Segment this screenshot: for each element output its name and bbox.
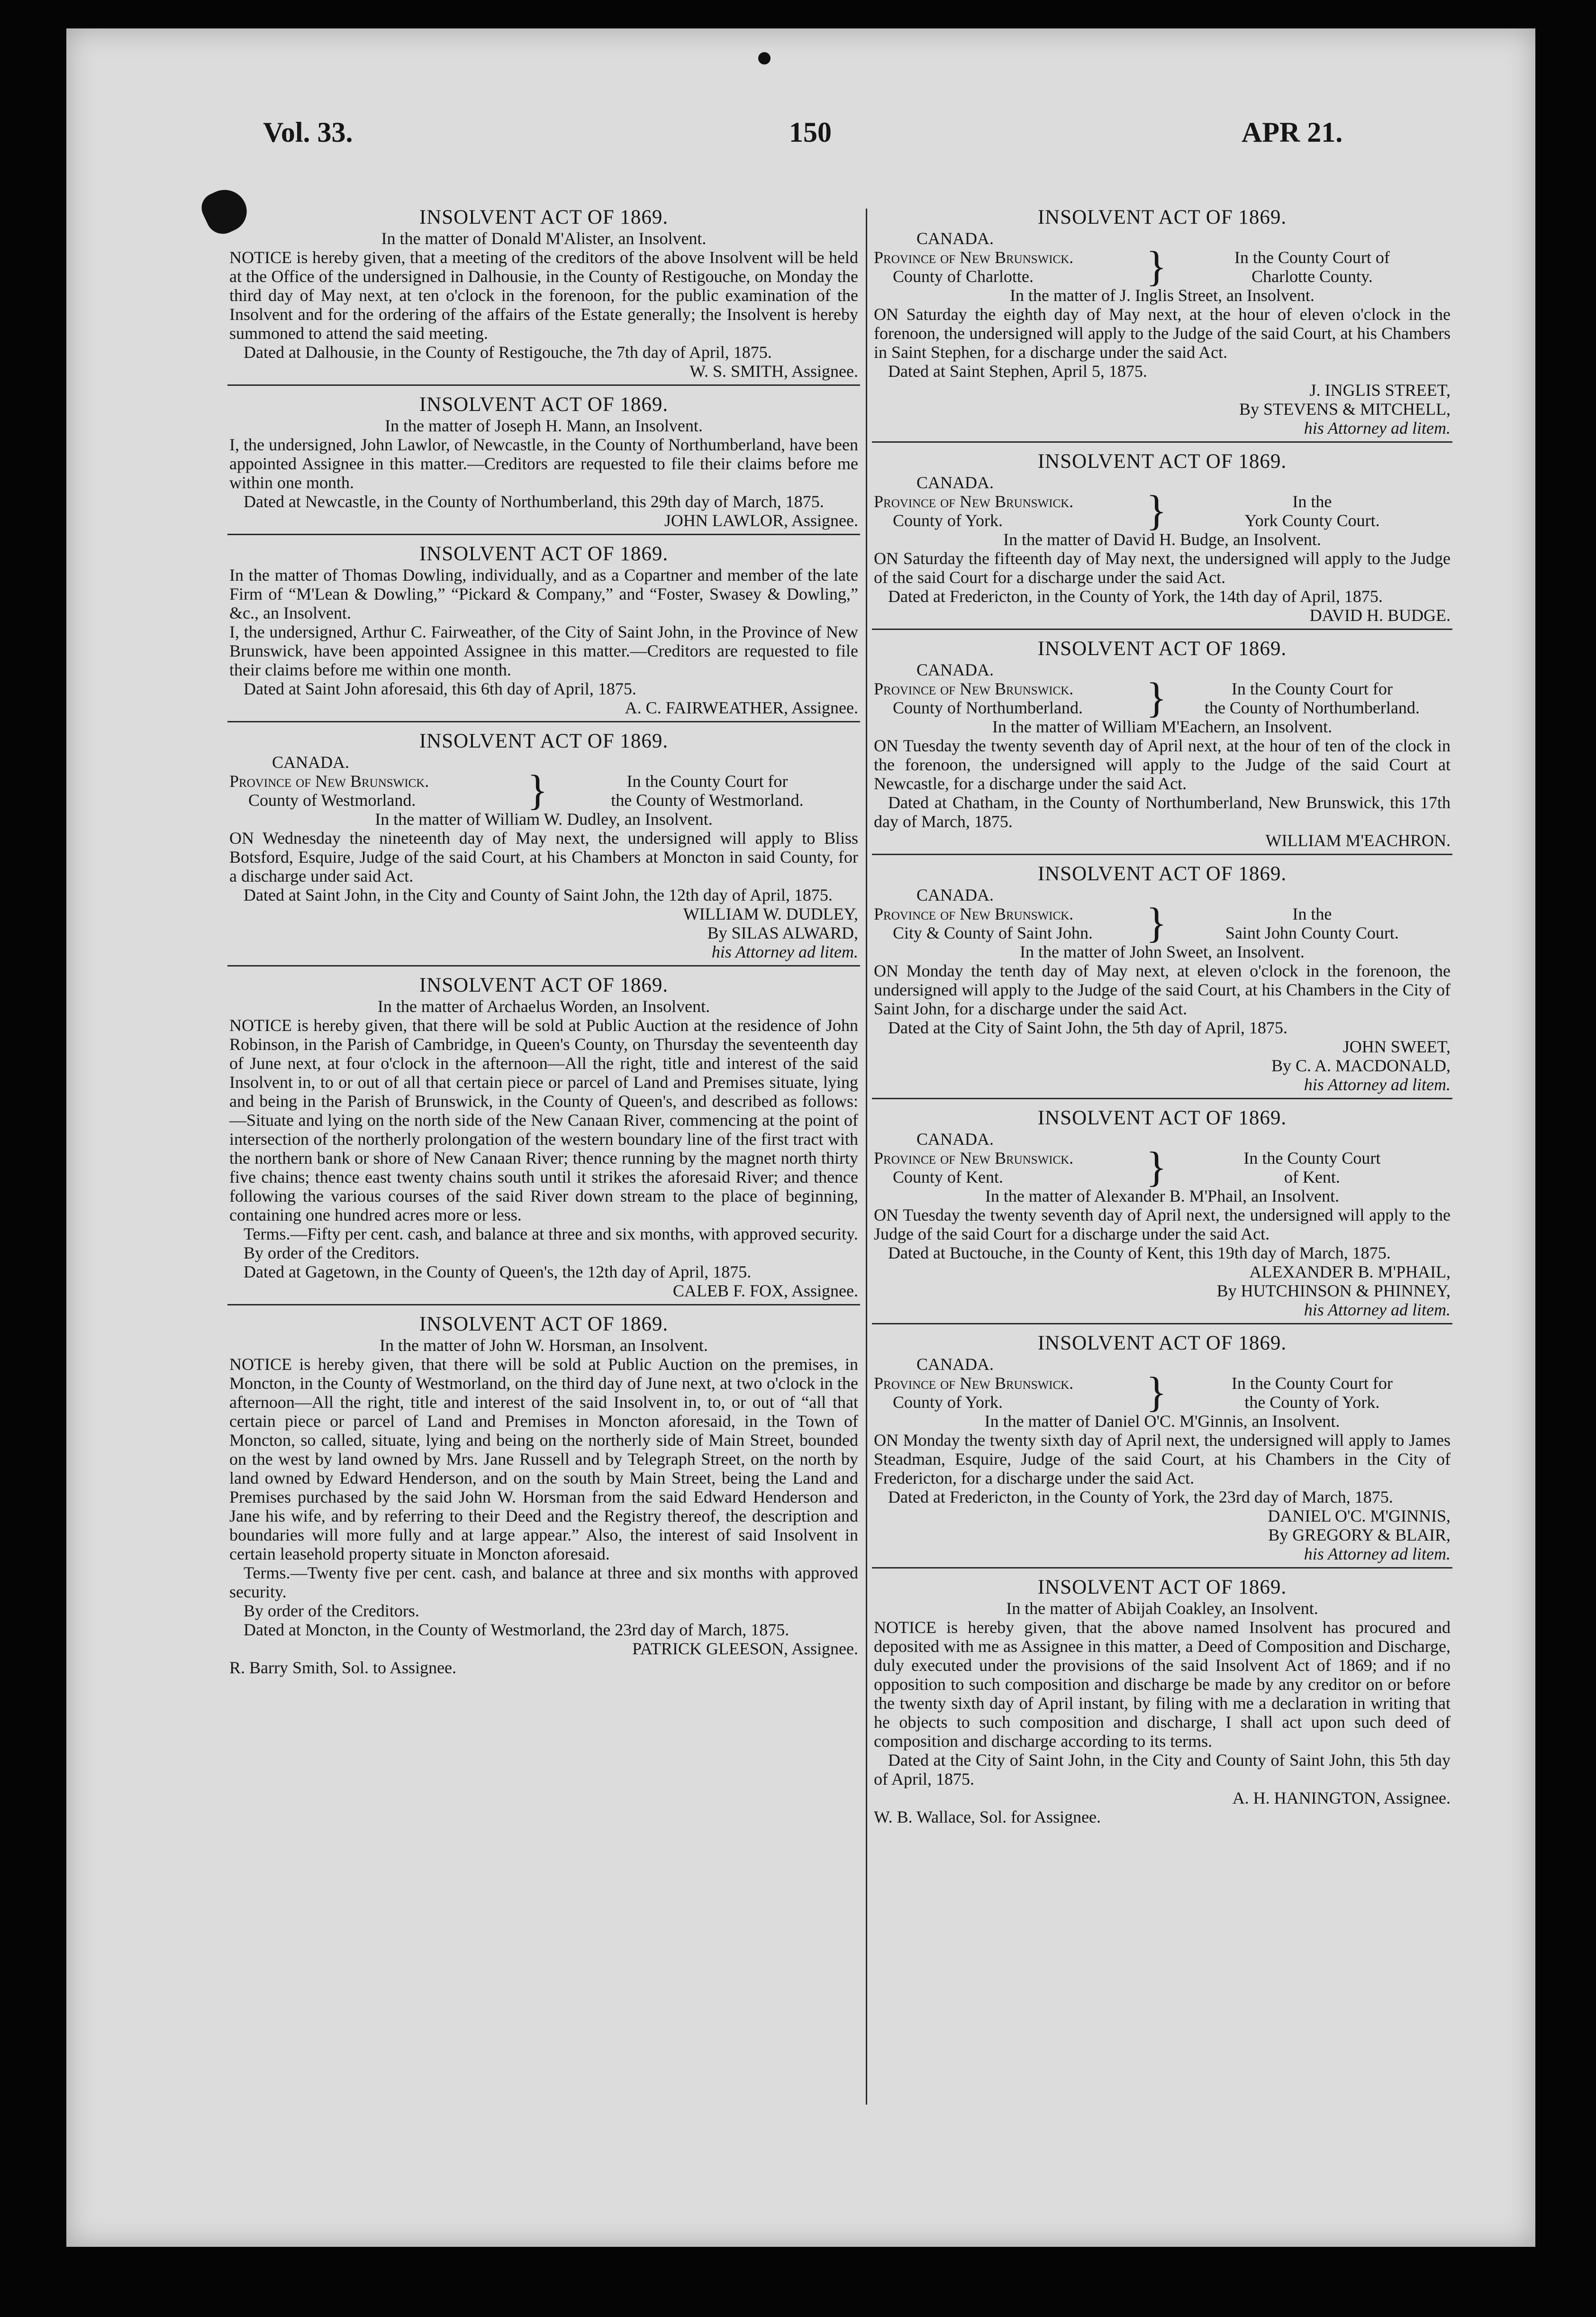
brace-mark: }: [1146, 1369, 1167, 1416]
notice-block: [227, 730, 860, 967]
matter-line: In the matter of William W. Dudley, an Insolvent.: [375, 810, 713, 829]
dated-line: Dated at Buctouche, in the County of Kent, this 19th day of March, 1875.: [888, 1243, 1391, 1262]
notice-block: [227, 1313, 860, 1681]
notice-block: [872, 863, 1452, 1099]
court-jurisdiction: [874, 1144, 1451, 1191]
matter-line: In the matter of Archaelus Worden, an Insolvent.: [377, 997, 710, 1016]
court-jurisdiction: [874, 900, 1451, 947]
province-county: [874, 1374, 1139, 1412]
notice-block: [872, 450, 1452, 630]
court-name: [1174, 679, 1451, 717]
province-label: Province of New Brunswick.: [874, 492, 1074, 511]
notice-body: ON Tuesday the twenty seventh day of April next, the undersigned will apply to the Judge of the said Court for a discharge under the said Act.: [874, 1205, 1451, 1243]
court-name: [1174, 492, 1451, 530]
signature: JOHN SWEET,: [1342, 1037, 1451, 1056]
signature: A. H. HANINGTON, Assignee.: [1232, 1788, 1451, 1807]
notice-title: INSOLVENT ACT OF 1869.: [419, 974, 669, 996]
notice-title: INSOLVENT ACT OF 1869.: [1037, 1576, 1287, 1598]
terms-line: Terms.—Fifty per cent. cash, and balance at three and six months, with approved security.: [244, 1224, 858, 1243]
canada-label: CANADA.: [916, 660, 994, 679]
left-column: [227, 206, 860, 1688]
canada-label: CANADA.: [916, 885, 994, 904]
court-jurisdiction: [874, 1369, 1451, 1416]
dated-line: Dated at Fredericton, in the County of York, the 23rd day of March, 1875.: [888, 1487, 1393, 1506]
court-line-2: Charlotte County.: [1251, 267, 1373, 286]
notice-block: [872, 638, 1452, 855]
dated-line: Dated at Dalhousie, in the County of Restigouche, the 7th day of April, 1875.: [244, 343, 772, 362]
brace-mark: }: [1146, 900, 1167, 947]
matter-line: In the matter of J. Inglis Street, an Insolvent.: [1010, 286, 1315, 305]
court-line-2: of Kent.: [1284, 1168, 1340, 1186]
signature: WILLIAM W. DUDLEY,: [683, 904, 858, 923]
notice-block: [872, 206, 1452, 443]
signature-by: By C. A. MACDONALD,: [1271, 1056, 1451, 1075]
court-line-1: In the County Court of: [1234, 248, 1390, 267]
province-county: [874, 1149, 1139, 1186]
court-line-2: the County of Westmorland.: [611, 791, 804, 810]
matter-line: In the matter of John Sweet, an Insolvent.: [1020, 942, 1305, 961]
notice-block: [872, 1107, 1452, 1324]
notice-title: INSOLVENT ACT OF 1869.: [1037, 206, 1287, 228]
notice-title: INSOLVENT ACT OF 1869.: [419, 730, 669, 752]
notice-body: ON Monday the twenty sixth day of April next, the undersigned will apply to James Steadman, Esquire, Judge of the said Court, at his Chambers in the City of Fredericton, for a discharge under the said Act.: [874, 1431, 1451, 1487]
solicitor-line: R. Barry Smith, Sol. to Assignee.: [229, 1658, 457, 1677]
notice-title: INSOLVENT ACT OF 1869.: [1037, 638, 1287, 660]
notice-block: [227, 393, 860, 535]
signature: ALEXANDER B. M'PHAIL,: [1249, 1262, 1451, 1281]
notice-block: [227, 206, 860, 386]
court-jurisdiction: [874, 243, 1451, 290]
notice-title: INSOLVENT ACT OF 1869.: [419, 206, 669, 228]
brace-mark: }: [1146, 487, 1167, 534]
matter-line: In the matter of John W. Horsman, an Insolvent.: [380, 1336, 708, 1355]
province-label: Province of New Brunswick.: [874, 1374, 1074, 1393]
court-line-2: the County of Northumberland.: [1204, 698, 1420, 717]
notice-body: ON Monday the tenth day of May next, at eleven o'clock in the forenoon, the undersigned will apply to the Judge of the said Court, at his Chambers in the City of Saint John, for a discharge under the said Act.: [874, 961, 1451, 1018]
matter-line: In the matter of Daniel O'C. M'Ginnis, an Insolvent.: [984, 1412, 1340, 1431]
signature: J. INGLIS STREET,: [1309, 381, 1451, 400]
dated-line: Dated at Newcastle, in the County of Northumberland, this 29th day of March, 1875.: [244, 492, 824, 511]
signature: CALEB F. FOX, Assignee.: [672, 1281, 858, 1300]
notice-body: ON Tuesday the twenty seventh day of April next, at the hour of ten of the clock in the forenoon, the undersigned will apply to the Judge of the said Court at Newcastle, for a discharge under the said Act.: [874, 736, 1451, 793]
notice-block: [227, 974, 860, 1305]
signature: WILLIAM M'EACHRON.: [1265, 831, 1451, 850]
matter-line: In the matter of Joseph H. Mann, an Insolvent.: [385, 416, 703, 435]
canada-label: CANADA.: [916, 1130, 994, 1149]
signature: DAVID H. BUDGE.: [1309, 606, 1451, 625]
canada-label: CANADA.: [916, 229, 994, 248]
issue-date: APR 21.: [1242, 117, 1343, 148]
canada-label: CANADA.: [916, 1355, 994, 1374]
notice-title: INSOLVENT ACT OF 1869.: [1037, 450, 1287, 473]
signature-by: By GREGORY & BLAIR,: [1268, 1525, 1451, 1544]
right-column: [872, 206, 1452, 1838]
attorney-line: his Attorney ad litem.: [1304, 1544, 1451, 1563]
notice-body: ON Saturday the eighth day of May next, at the hour of eleven o'clock in the forenoon, the undersigned will apply to the Judge of the said Court, at his Chambers in Saint Stephen, for a discharge under the said Act.: [874, 305, 1451, 362]
order-line: By order of the Creditors.: [244, 1601, 419, 1620]
court-name: [1174, 1374, 1451, 1412]
province-label: Province of New Brunswick.: [874, 248, 1074, 267]
province-county: [874, 679, 1139, 717]
province-label: Province of New Brunswick.: [874, 1149, 1074, 1168]
dated-line: Dated at Saint John, in the City and County of Saint John, the 12th day of April, 1875.: [244, 885, 833, 904]
county-label: County of York.: [893, 511, 1003, 530]
signature: JOHN LAWLOR, Assignee.: [664, 511, 858, 530]
solicitor-line: W. B. Wallace, Sol. for Assignee.: [874, 1807, 1101, 1826]
brace-mark: }: [527, 767, 548, 814]
signature-by: By STEVENS & MITCHELL,: [1239, 400, 1451, 419]
brace-mark: }: [1146, 1144, 1167, 1191]
court-line-1: In the County Court: [1243, 1149, 1381, 1168]
province-county: [874, 904, 1139, 942]
court-line-2: York County Court.: [1244, 511, 1380, 530]
province-county: [874, 248, 1139, 286]
court-line-1: In the County Court for: [1231, 679, 1393, 698]
matter-line: In the matter of William M'Eachern, an Insolvent.: [992, 717, 1333, 736]
dated-line: Dated at Chatham, in the County of Northumberland, New Brunswick, this 17th day of March, 1875.: [874, 793, 1451, 831]
province-county: [229, 772, 518, 810]
notice-title: INSOLVENT ACT OF 1869.: [1037, 1107, 1287, 1129]
notice-title: INSOLVENT ACT OF 1869.: [419, 393, 669, 416]
matter-line: In the matter of Donald M'Alister, an Insolvent.: [381, 229, 707, 248]
attorney-line: his Attorney ad litem.: [1304, 419, 1451, 438]
province-label: Province of New Brunswick.: [874, 679, 1074, 698]
brace-mark: }: [1146, 243, 1167, 290]
dated-line: Dated at Moncton, in the County of Westmorland, the 23rd day of March, 1875.: [244, 1620, 789, 1639]
county-label: City & County of Saint John.: [893, 923, 1093, 942]
notice-body: NOTICE is hereby given, that a meeting of the creditors of the above Insolvent will be held at the Office of the undersigned in Dalhousie, in the County of Restigouche, on Monday the third day of May next, at ten o'clock in the forenoon, for the public examination of the Insolvent and for the ordering of the affairs of the Estate generally; the Insolvent is hereby summoned to attend the said meeting.: [229, 248, 858, 343]
canada-label: CANADA.: [272, 753, 350, 772]
province-label: Province of New Brunswick.: [229, 772, 429, 791]
punch-hole-mark: [758, 52, 771, 64]
attorney-line: his Attorney ad litem.: [1304, 1075, 1451, 1094]
court-line-1: In the County Court for: [1231, 1374, 1393, 1393]
county-label: County of Charlotte.: [893, 267, 1034, 286]
court-line-1: In the: [1292, 492, 1332, 511]
signature: DANIEL O'C. M'GINNIS,: [1268, 1506, 1451, 1525]
notice-body: I, the undersigned, John Lawlor, of Newcastle, in the County of Northumberland, have been appointed Assignee in this matter.—Creditors are requested to file their claims before me within one month.: [229, 435, 858, 492]
matter-line: In the matter of David H. Budge, an Insolvent.: [1003, 530, 1321, 549]
notice-block: [872, 1332, 1452, 1569]
court-name: [1174, 1149, 1451, 1186]
county-label: County of Northumberland.: [893, 698, 1083, 717]
court-line-2: Saint John County Court.: [1225, 923, 1399, 942]
county-label: County of York.: [893, 1393, 1003, 1412]
signature: PATRICK GLEESON, Assignee.: [632, 1639, 858, 1658]
notice-body: NOTICE is hereby given, that there will be sold at Public Auction at the residence of John Robinson, in the Parish of Cambridge, in Queen's County, on Thursday the seventeenth day of June next, at four o'clock in the afternoon—All the right, title and interest of the said Insolvent in, to or out of all that certain piece or parcel of Land and Premises situate, lying and being in the Parish of Brunswick, in the County of Queen's, and described as follows:—Situate and lying on the north side of the New Canaan River, commencing at the point of intersection of the northerly prolongation of the western boundary line of the first tract with the northern bank or shore of New Canaan River; thence running by the magnet north thirty five chains; thence east twenty chains south until it strikes the aforesaid River; and thence following the various courses of the said River down stream to the place of beginning, containing one hundred acres more or less.: [229, 1016, 858, 1224]
court-name: [1174, 904, 1451, 942]
signature: W. S. SMITH, Assignee.: [689, 362, 858, 381]
signature: A. C. FAIRWEATHER, Assignee.: [625, 698, 858, 717]
province-county: [874, 492, 1139, 530]
court-line-1: In the County Court for: [626, 772, 788, 791]
court-jurisdiction: [874, 675, 1451, 721]
notice-body: In the matter of Thomas Dowling, individually, and as a Copartner and member of the late Firm of “M'Lean & Dowling,” “Pickard & Company,” and “Foster, Swasey & Dowling,” &c., an Insolvent.: [229, 566, 858, 622]
notice-body: NOTICE is hereby given, that there will be sold at Public Auction on the premises, in Moncton, in the County of Westmorland, on the third day of June next, at two o'clock in the afternoon—All the right, title and interest of the said Insolvent in, to, or out of “all that certain piece or parcel of Land and Premises in Moncton aforesaid, in the Town of Moncton, so called, situate, lying and being on the northerly side of Main Street, bounded on the west by land owned by Mrs. Jane Russell and by Telegraph Street, on the north by land owned by Edward Henderson, and on the south by Main Street, being the Land and Premises purchased by the said John W. Horsman from the said Edward Henderson and Jane his wife, and by referring to their Deed and the Registry thereof, the description and boundaries will more fully and at large appear.” Also, the interest of said Insolvent in certain leasehold property situate in Moncton aforesaid.: [229, 1355, 858, 1563]
province-label: Province of New Brunswick.: [874, 904, 1074, 923]
matter-line: In the matter of Alexander B. M'Phail, an Insolvent.: [985, 1186, 1340, 1205]
notice-block: [227, 543, 860, 722]
volume-label: Vol. 33.: [263, 117, 353, 148]
order-line: By order of the Creditors.: [244, 1243, 419, 1262]
court-name: [556, 772, 858, 810]
court-line-2: the County of York.: [1244, 1393, 1380, 1412]
dated-line: Dated at the City of Saint John, the 5th day of April, 1875.: [888, 1018, 1288, 1037]
canada-label: CANADA.: [916, 473, 994, 492]
attorney-line: his Attorney ad litem.: [1304, 1300, 1451, 1319]
dated-line: Dated at Gagetown, in the County of Queen's, the 12th day of April, 1875.: [244, 1262, 752, 1281]
court-line-1: In the: [1292, 904, 1332, 923]
dated-line: Dated at Fredericton, in the County of York, the 14th day of April, 1875.: [888, 587, 1383, 606]
gazette-page: [66, 28, 1535, 2247]
column-divider: [866, 209, 867, 2105]
notice-body: NOTICE is hereby given, that the above named Insolvent has procured and deposited with me as Assignee in this matter, a Deed of Composition and Discharge, duly executed under the provisions of the said Insolvent Act of 1869; and if no opposition to such composition and discharge be made by any creditor on or before the twenty sixth day of April instant, by filing with me a declaration in writing that he objects to such composition and discharge, I shall act upon such deed of composition and discharge according to its terms.: [874, 1618, 1451, 1751]
notice-title: INSOLVENT ACT OF 1869.: [1037, 863, 1287, 885]
court-name: [1174, 248, 1451, 286]
brace-mark: }: [1146, 675, 1167, 721]
signature-by: By SILAS ALWARD,: [707, 923, 858, 942]
terms-line: Terms.—Twenty five per cent. cash, and balance at three and six months with approved security.: [229, 1563, 858, 1601]
notice-body: ON Saturday the fifteenth day of May next, the undersigned will apply to the Judge of the said Court for a discharge under the said Act.: [874, 549, 1451, 587]
notice-title: INSOLVENT ACT OF 1869.: [419, 1313, 669, 1335]
notice-body-2: I, the undersigned, Arthur C. Fairweather, of the City of Saint John, in the Province of New Brunswick, have been appointed Assignee in this matter.—Creditors are requested to file their claims before me within one month.: [229, 622, 858, 679]
matter-line: In the matter of Abijah Coakley, an Insolvent.: [1006, 1599, 1318, 1618]
notice-block: [872, 1576, 1452, 1830]
dated-line: Dated at the City of Saint John, in the City and County of Saint John, this 5th day of April, 1875.: [874, 1751, 1451, 1788]
county-label: County of Kent.: [893, 1168, 1003, 1186]
notice-title: INSOLVENT ACT OF 1869.: [1037, 1332, 1287, 1354]
page-number: 150: [789, 117, 832, 148]
attorney-line: his Attorney ad litem.: [711, 942, 858, 961]
signature-by: By HUTCHINSON & PHINNEY,: [1216, 1281, 1451, 1300]
notice-body: ON Wednesday the nineteenth day of May next, the undersigned will apply to Bliss Botsford, Esquire, Judge of the said Court, at his Chambers at Moncton in said County, for a discharge under said Act.: [229, 829, 858, 885]
dated-line: Dated at Saint Stephen, April 5, 1875.: [888, 362, 1147, 381]
county-label: County of Westmorland.: [248, 791, 416, 810]
dated-line: Dated at Saint John aforesaid, this 6th day of April, 1875.: [244, 679, 636, 698]
court-jurisdiction: [874, 487, 1451, 534]
court-jurisdiction: [229, 767, 858, 814]
notice-title: INSOLVENT ACT OF 1869.: [419, 543, 669, 565]
